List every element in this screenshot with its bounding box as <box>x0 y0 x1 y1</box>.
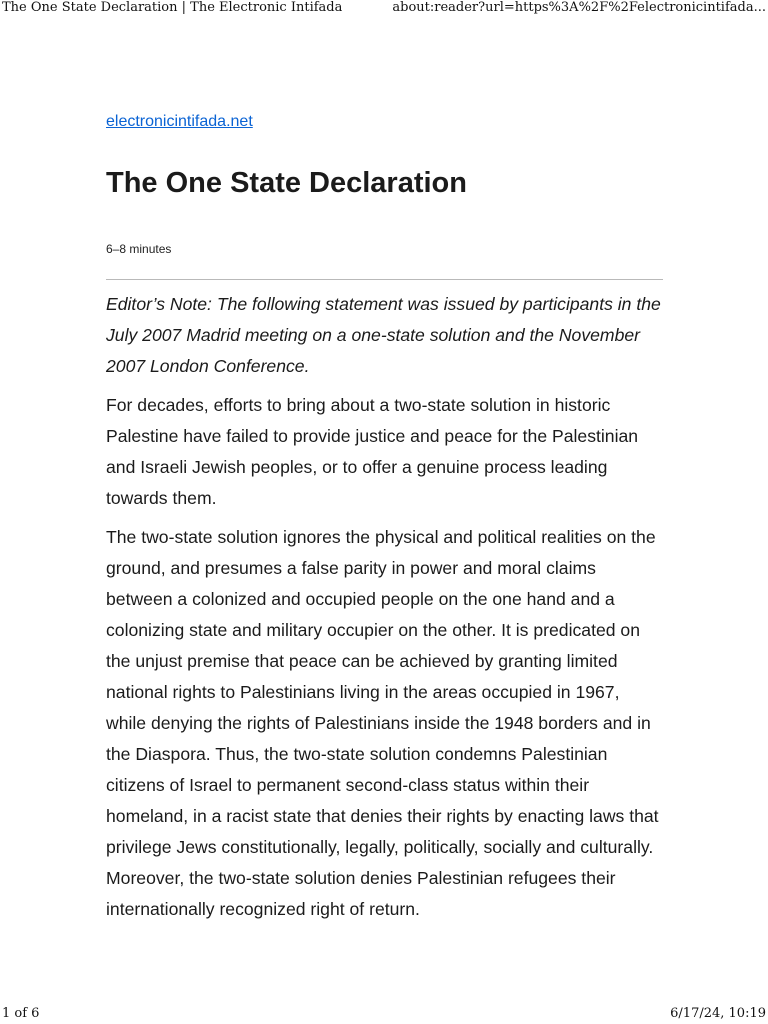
editors-note: Editor’s Note: The following statement was issued by participants in the July 2007 Madrid meeting on a one-state solution and the November 2007 London Conference. <box>106 294 661 376</box>
print-header-title: The One State Declaration | The Electronic Intifada <box>2 0 343 15</box>
reader-view <box>106 112 663 933</box>
article-content <box>106 289 663 925</box>
print-header-url: about:reader?url=https%3A%2F%2Felectronicintifada... <box>392 0 766 15</box>
article-paragraph: For decades, efforts to bring about a two-state solution in historic Palestine have failed to provide justice and peace for the Palestinian and Israeli Jewish peoples, or to offer a genuine process leading towards them. <box>106 395 639 508</box>
page-number: 1 of 6 <box>2 1006 40 1021</box>
reading-time: 6–8 minutes <box>106 242 172 256</box>
print-header <box>0 0 768 18</box>
article-title: The One State Declaration <box>106 167 467 199</box>
print-footer <box>0 1006 768 1024</box>
divider <box>106 279 663 280</box>
print-datetime: 6/17/24, 10:19 <box>670 1006 766 1021</box>
article-paragraph: The two-state solution ignores the physical and political realities on the ground, and presumes a false parity in power and moral claims between a colonized and occupied people on the one hand and a colonizing state and military occupier on the other. It is predicated on the unjust premise that peace can be achieved by granting limited national rights to Palestinians living in the areas occupied in 1967, while denying the rights of Palestinians inside the 1948 borders and in the Diaspora. Thus, the two-state solution condemns Palestinian citizens of Israel to permanent second-class status within their homeland, in a racist state that denies their rights by enacting laws that privilege Jews constitutionally, legally, politically, socially and culturally. Moreover, the two-state solution denies Palestinian refugees their internationally recognized right of return. <box>106 527 659 919</box>
source-domain-link[interactable]: electronicintifada.net <box>106 113 253 130</box>
